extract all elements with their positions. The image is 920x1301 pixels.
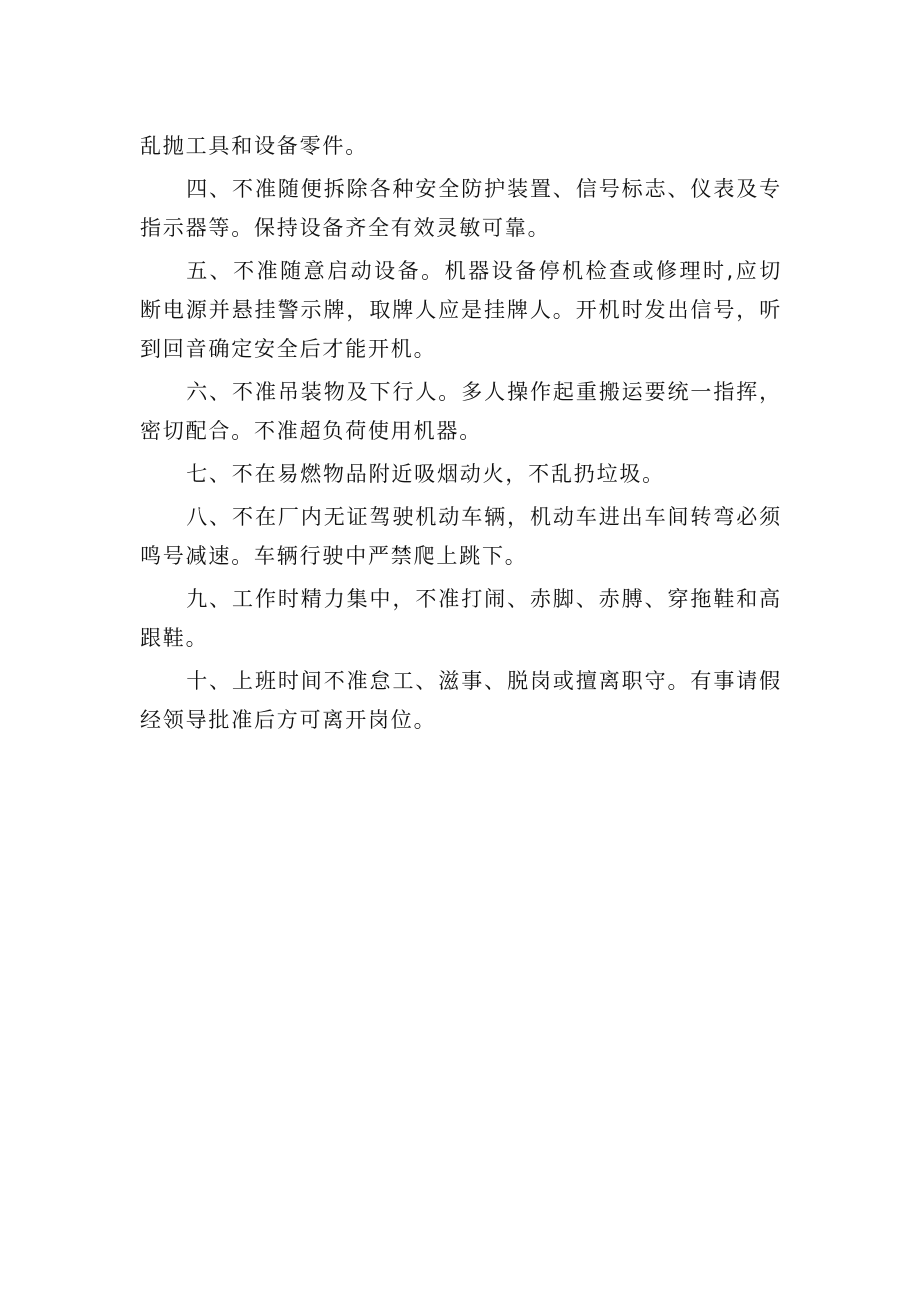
paragraph-rule-10: 十、上班时间不准怠工、滋事、脱岗或擅离职守。有事请假经领导批准后方可离开岗位。: [140, 669, 782, 732]
paragraph-continued: 乱抛工具和设备零件。: [140, 134, 368, 158]
paragraph-rule-9: 九、工作时精力集中，不准打闹、赤脚、赤膊、穿拖鞋和高跟鞋。: [140, 587, 782, 650]
paragraph-rule-8: 八、不在厂内无证驾驶机动车辆，机动车进出车间转弯必须鸣号减速。车辆行驶中严禁爬上跳下。: [140, 505, 782, 568]
paragraph-rule-7: 七、不在易燃物品附近吸烟动火，不乱扔垃圾。: [186, 462, 665, 486]
document-body: [140, 127, 782, 740]
paragraph-rule-6: 六、不准吊装物及下行人。多人操作起重搬运要统一指挥，密切配合。不准超负荷使用机器。: [140, 380, 782, 443]
paragraph-rule-4: 四、不准随便拆除各种安全防护装置、信号标志、仪表及专指示器等。保持设备齐全有效灵敏可靠。: [140, 177, 782, 240]
paragraph-rule-5: 五、不准随意启动设备。机器设备停机检查或修理时,应切断电源并悬挂警示牌，取牌人应是挂牌人。开机时发出信号，听到回音确定安全后才能开机。: [140, 259, 782, 361]
